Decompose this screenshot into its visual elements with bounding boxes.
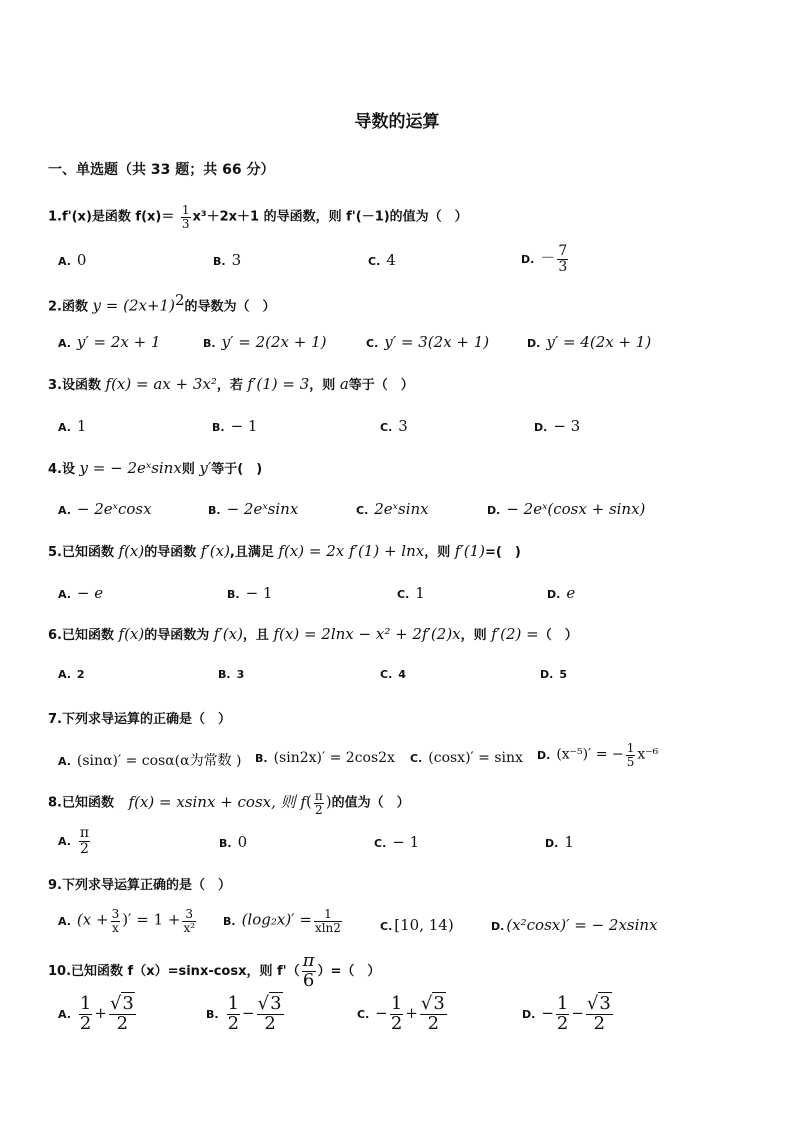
sqrt-icon: √ — [420, 993, 433, 1014]
fraction: $\frac{\pi}{2}$ — [79, 825, 90, 857]
sqrt-icon: √ — [109, 993, 122, 1014]
question-6: 6.已知函数 f(x)的导函数为 f′(x)，且 f(x) = 2lnx − x² + 2f′(2)x，则 f′(2) =（ ） — [48, 625, 578, 643]
option-c[interactable]: C. [10, 14) — [380, 916, 454, 934]
fraction: $\frac{√3}{2}$ — [420, 993, 445, 1034]
fraction: $\frac{1}{5}$ — [626, 741, 635, 769]
option-b[interactable]: B. − 1 — [212, 417, 258, 435]
option-a[interactable]: A. 1 — [58, 417, 87, 435]
question-number: 10. — [48, 963, 72, 979]
fraction: $\frac{7}{3}$ — [558, 243, 568, 275]
option-d[interactable]: D. (x⁻⁵)′ = − $\frac{1}{5}$ x⁻⁶ — [537, 741, 659, 769]
option-a[interactable]: A. 2 — [58, 668, 85, 681]
option-c[interactable]: C. 2eˣsinx — [356, 500, 429, 518]
question-number: 5. — [48, 545, 62, 560]
option-d[interactable]: D. － $\frac{7}{3}$ — [521, 243, 568, 275]
option-b[interactable]: B. − 1 — [227, 584, 273, 602]
fraction: $\frac{1}{2}$ — [79, 993, 92, 1034]
option-b[interactable]: B. 0 — [219, 833, 248, 851]
option-d[interactable]: D. 5 — [540, 668, 567, 681]
question-3: 3.设函数 f(x) = ax + 3x²，若 f′(1) = 3，则 a等于（ ） — [48, 375, 414, 393]
question-stem: x³＋2x＋1 的导函数，则 f'(－1)的值为（ ） — [192, 209, 468, 225]
fraction: $\frac{1}{2}$ — [556, 993, 569, 1034]
option-c[interactable]: C. 4 — [368, 251, 396, 269]
question-8: 8.已知函数 f(x) = xsinx + cosx, 则 f( $\frac{\pi}{2}$ )的值为（ ） — [48, 789, 410, 817]
option-b[interactable]: B. (sin2x)′ = 2cos2x — [255, 750, 395, 766]
question-number: 1. — [48, 209, 62, 225]
fraction: $\frac{1}{2}$ — [227, 993, 240, 1034]
fraction: $\frac{3}{\text{x²}}$ — [183, 907, 196, 935]
fraction: $\frac{\pi}{6}$ — [302, 950, 315, 991]
sqrt-icon: √ — [257, 993, 270, 1014]
fraction: $\frac{√3}{2}$ — [109, 993, 134, 1034]
option-a[interactable]: A. 0 — [58, 251, 87, 269]
option-b[interactable]: B. 3 — [218, 668, 245, 681]
fraction: $\frac{1}{2}$ — [390, 993, 403, 1034]
fraction: $\frac{√3}{2}$ — [257, 993, 282, 1034]
option-b[interactable]: B. (log₂x)′ = $\frac{1}{xln2}$ — [223, 907, 341, 935]
sqrt-icon: √ — [586, 993, 599, 1014]
question-9: 9.下列求导运算正确的是（ ） — [48, 878, 231, 893]
option-a[interactable]: A. y′ = 2x + 1 — [58, 333, 161, 351]
option-a[interactable]: A. $\frac{\pi}{2}$ — [58, 825, 90, 857]
option-d[interactable]: D. e — [547, 584, 576, 602]
option-c[interactable]: C. y′ = 3(2x + 1) — [366, 333, 490, 351]
option-c[interactable]: C. − $\frac{1}{2}$ + $\frac{√3}{2}$ — [357, 993, 445, 1034]
page-title: 导数的运算 — [354, 112, 440, 132]
option-d[interactable]: D. − 3 — [534, 417, 581, 435]
question-1 — [48, 204, 468, 230]
question-number: 4. — [48, 462, 62, 477]
question-5: 5.已知函数 f(x)的导函数 f′(x),且满足 f(x) = 2x f′(1) + lnx，则 f′(1)=( ) — [48, 542, 521, 560]
option-d[interactable]: D. 1 — [545, 833, 574, 851]
option-d[interactable]: D. − $\frac{1}{2}$ − $\frac{√3}{2}$ — [522, 993, 611, 1034]
option-c[interactable]: C. 4 — [380, 668, 406, 681]
option-b[interactable]: B. 3 — [213, 251, 242, 269]
question-7: 7.下列求导运算的正确是（ ） — [48, 712, 231, 727]
fraction: $\frac{1}{xln2}$ — [314, 907, 341, 935]
option-d[interactable]: D. y′ = 4(2x + 1) — [527, 333, 652, 351]
question-2: 2.函数 $y = (2x+1)^2$的导数为（ ） — [48, 291, 276, 315]
option-a[interactable]: A. (x + $\frac{3}{x}$ )′ = 1 + $\frac{3}{\text{x²}}$ — [58, 907, 196, 935]
fraction: $\frac{3}{x}$ — [111, 907, 120, 935]
fraction: $\frac{1}{3}$ — [181, 203, 190, 231]
question-stem: f'(x)是函数 f(x)＝ — [61, 209, 175, 225]
option-c[interactable]: C. (cosx)′ = sinx — [410, 750, 523, 766]
option-c[interactable]: C. − 1 — [374, 833, 420, 851]
option-a[interactable]: A. $\frac{1}{2}$ + $\frac{√3}{2}$ — [58, 993, 134, 1034]
option-d[interactable]: D. − 2eˣ(cosx + sinx) — [487, 500, 646, 518]
question-number: 7. — [48, 712, 62, 727]
question-10: 10.已知函数 f（x）=sinx-cosx，则 f'（ $\frac{\pi}{6}$ ）=（ ） — [48, 950, 381, 991]
question-number: 9. — [48, 878, 62, 893]
option-a[interactable]: A. − e — [58, 584, 104, 602]
option-b[interactable]: B. − 2eˣsinx — [208, 500, 299, 518]
question-number: 6. — [48, 628, 62, 643]
option-b[interactable]: B. y′ = 2(2x + 1) — [203, 333, 327, 351]
option-b[interactable]: B. $\frac{1}{2}$ − $\frac{√3}{2}$ — [206, 993, 282, 1034]
option-c[interactable]: C. 1 — [397, 584, 425, 602]
fraction: $\frac{\pi}{2}$ — [314, 789, 323, 817]
option-a[interactable]: A. (sinα)′ = cosα(α为常数 ) — [58, 753, 242, 769]
option-c[interactable]: C. 3 — [380, 417, 408, 435]
question-4: 4.设 y = − 2eˣsinx则 y′等于( ) — [48, 459, 263, 477]
question-number: 3. — [48, 378, 62, 393]
question-number: 2. — [48, 299, 62, 315]
option-a[interactable]: A. − 2eˣcosx — [58, 500, 152, 518]
fraction: $\frac{√3}{2}$ — [586, 993, 611, 1034]
option-d[interactable]: D. (x²cosx)′ = − 2xsinx — [491, 916, 658, 934]
question-number: 8. — [48, 795, 62, 811]
section-heading: 一、单选题（共 33 题；共 66 分） — [48, 162, 275, 178]
